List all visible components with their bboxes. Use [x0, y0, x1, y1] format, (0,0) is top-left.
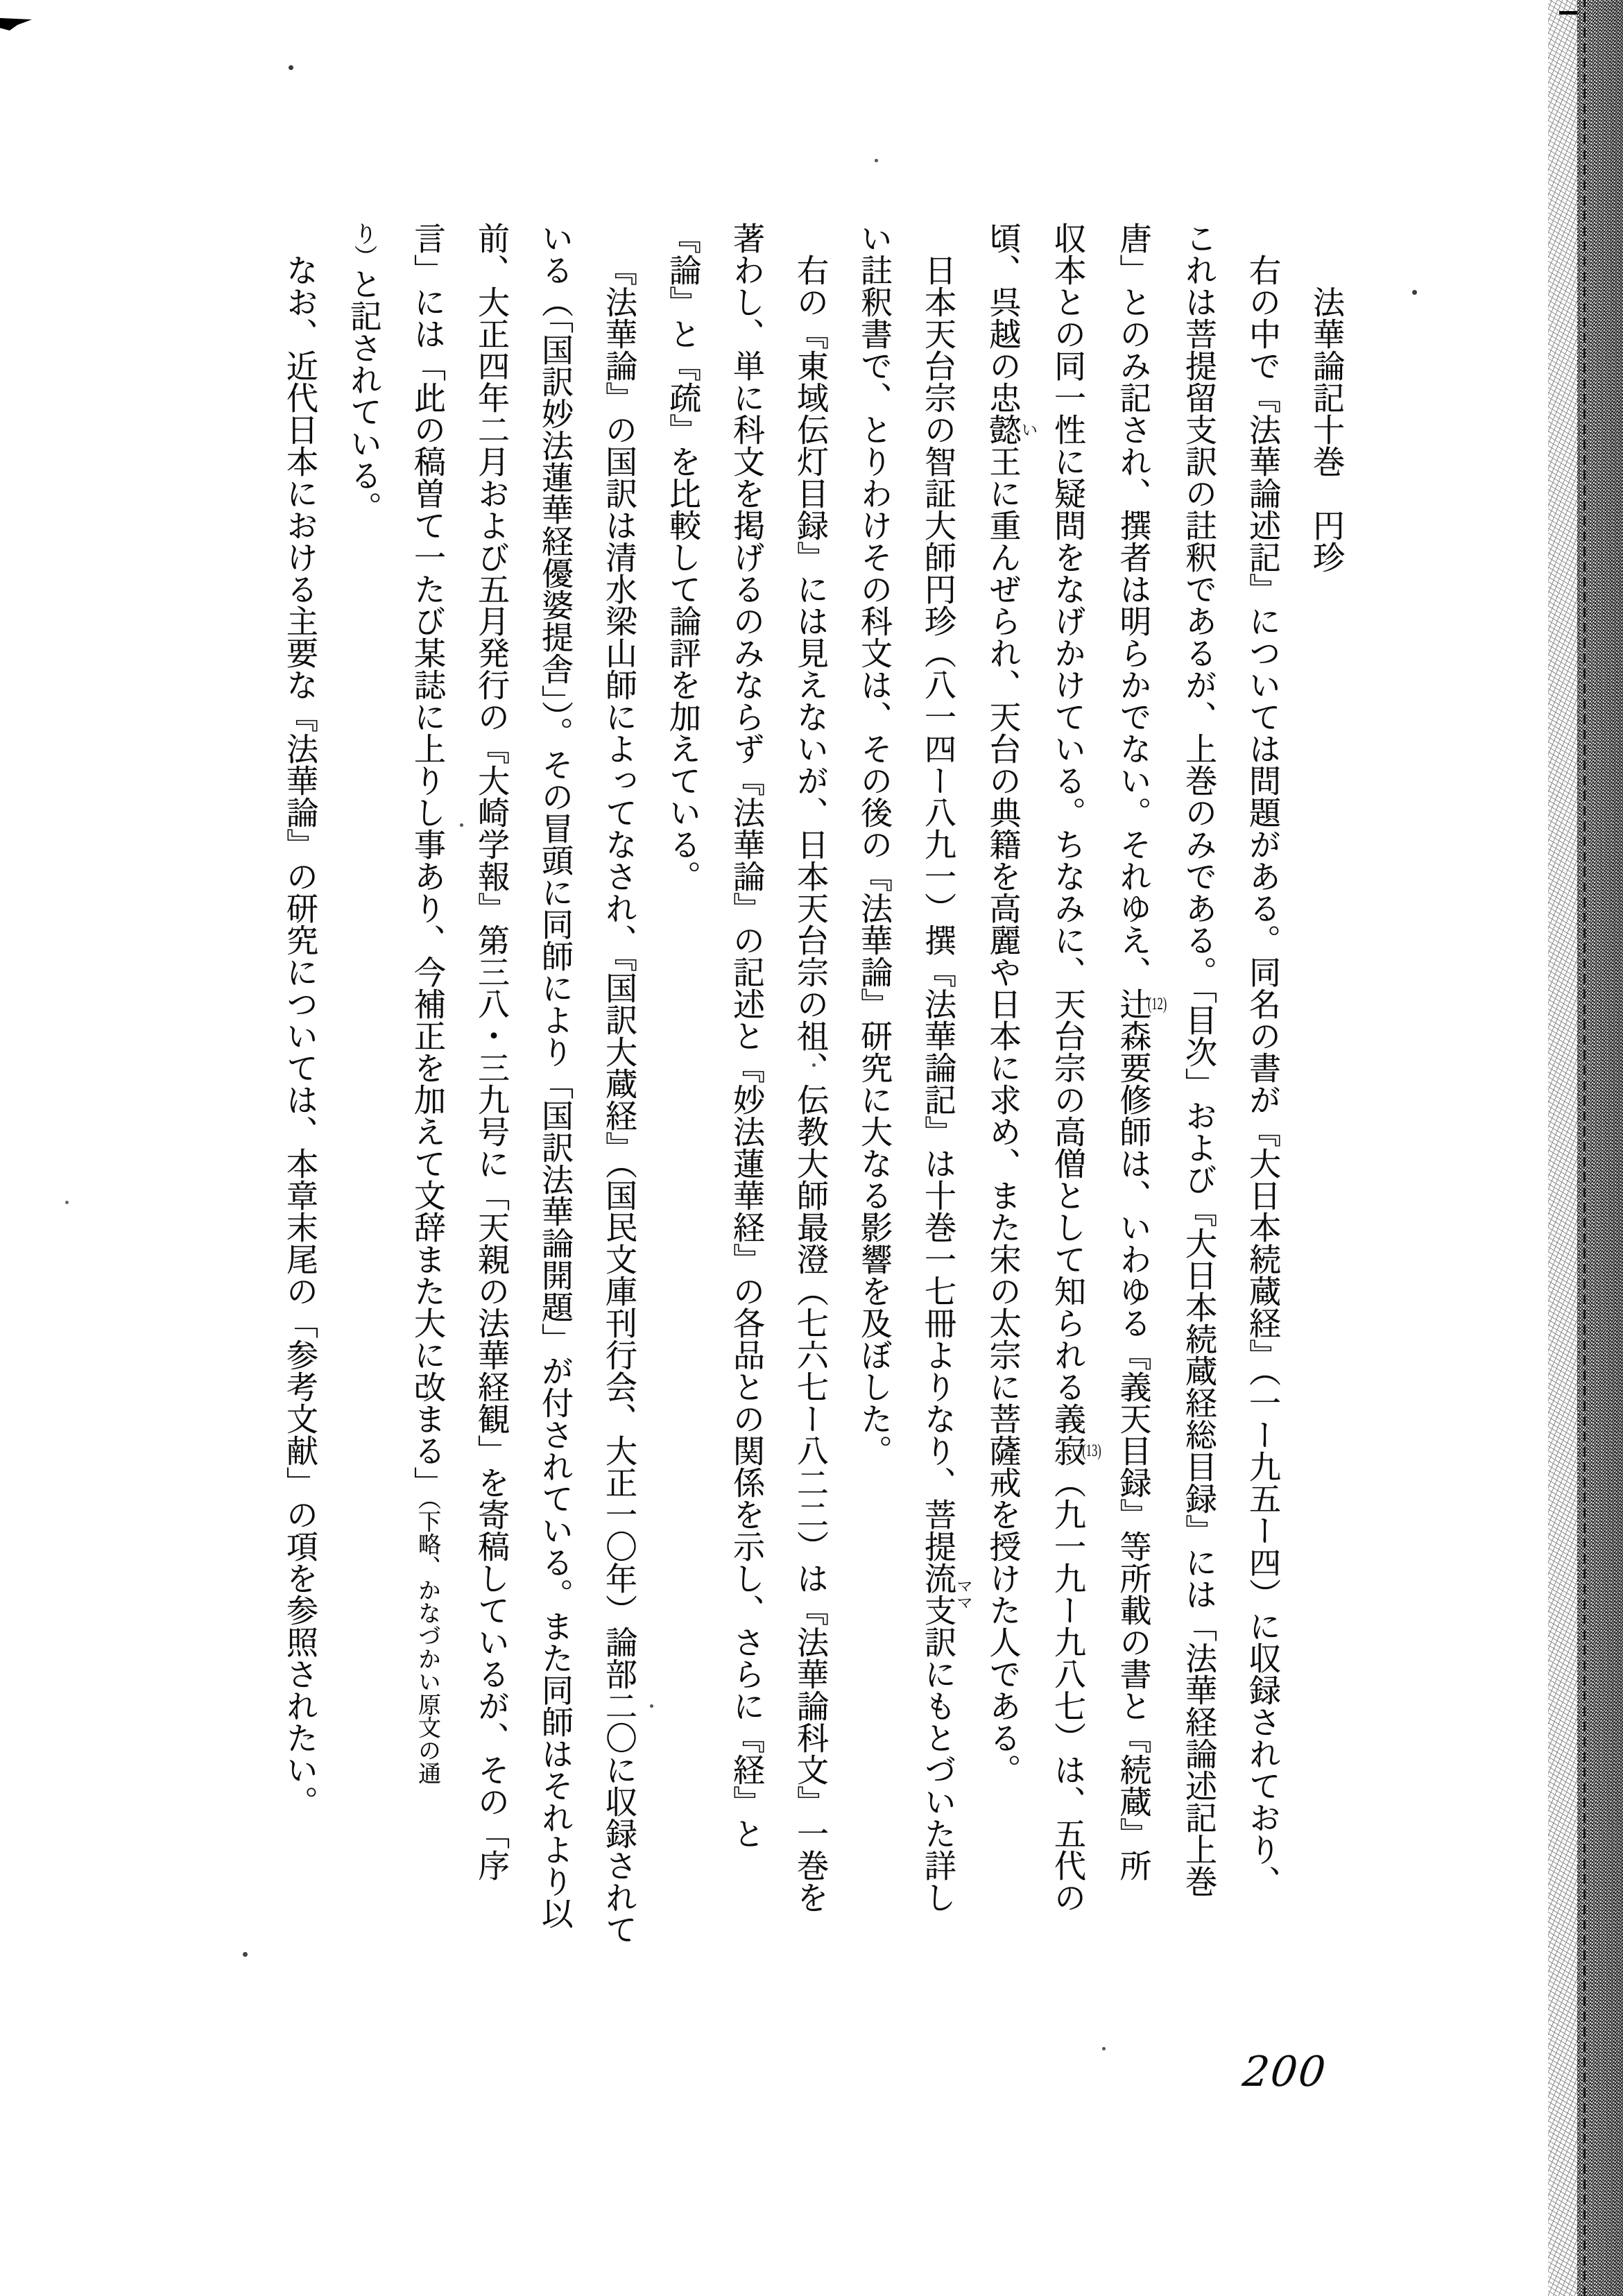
text-column-6 [971, 222, 1036, 2025]
inline-small-text: （下略、かなづかい原文の通 [415, 1498, 440, 1785]
scan-artifact-specks [0, 0, 2, 2]
text-run: 著わし、単に科文を掲げるのみならず『法華論』の記述と『妙法蓮華経』の各品との関係を示し、さらに『経』と [729, 222, 764, 1849]
text-run: い註釈書で、とりわけその科文は、その後の『法華論』研究に大なる影響を及ぼした。 [857, 222, 892, 1466]
text-run: 日本天台宗の智証大師円珍（八一四ー八九一）撰『法華論記』は十巻一七冊よりなり、菩提 [920, 254, 956, 1562]
text-run: 訳にもとづいた詳し [920, 1626, 956, 1913]
footnote-ref: (12) [1147, 995, 1167, 1013]
text-column-14 [459, 222, 523, 2025]
annotated-text: 流支ママ [920, 1562, 972, 1626]
binding-shadow-halo [1548, 0, 1580, 2296]
text-run: なお、近代日本における主要な『法華論』の研究については、本章末尾の「参考文献」の項を参照されたい。 [282, 254, 318, 1817]
text-column-7 [906, 222, 971, 2025]
text-run: 前、大正四年二月および五月発行の『大崎学報』第三八・三九号に「天親の法華経観」を寄稿しているが、その「序 [474, 222, 509, 1881]
annotated-text: 辻(12) [1115, 988, 1167, 1020]
annotated-text: 懿い [985, 413, 1036, 445]
furigana: い [1018, 413, 1036, 445]
text-run: いる（「国訳妙法蓮華経優婆提舎」）。その冒頭に同師により「国訳法華論開題」が付されている。また同師はそれより以 [538, 222, 573, 1929]
text-column-15 [395, 222, 459, 2025]
text-run: 森要修師は、いわゆる『義天目録』等所載の書と『続蔵』所 [1115, 1020, 1151, 1881]
text-column-4 [1101, 222, 1167, 2025]
text-column-17 [268, 222, 332, 2025]
text-run: 言」には「此の稿曽て一たび某誌に上りし事あり、今補正を加えて文辞また大に改まる」 [410, 222, 445, 1498]
text-column-5 [1036, 222, 1101, 2025]
text-column-9 [778, 222, 842, 2025]
text-column-16 [332, 222, 395, 2025]
text-run: これは菩提留支訳の註釈であるが、上巻のみである。「目次」および『大日本続蔵経総目録』には「法華経論述記上巻 [1181, 222, 1217, 1897]
text-column-2 [1230, 222, 1294, 2025]
section-heading [1294, 222, 1358, 2025]
page-number: 200 [1240, 2048, 1330, 2096]
text-run: 王に重んぜられ、天台の典籍を高麗や日本に求め、また宋の太宗に菩薩戒を授けた人である。 [985, 445, 1021, 1785]
text-column-13 [523, 222, 587, 2025]
text-column-11 [651, 222, 714, 2025]
text-run: 法華論記十巻 円珍 [1309, 286, 1344, 573]
text-run: 『法華論』の国訳は清水梁山師によってなされ、『国訳大蔵経』（国民文庫刊行会、大正一〇年）論部二〇に収録されて [601, 254, 637, 1945]
text-run: 収本との同一性に疑問をなげかけている。ちなみに、天台宗の高僧として知られる義 [1050, 222, 1085, 1434]
text-column-10 [714, 222, 778, 2025]
vertical-text-block [248, 222, 1358, 2025]
binding-edge-noise [1577, 0, 1623, 2296]
text-run: 右の中で『法華論述記』については問題がある。同名の書が『大日本続蔵経』（一ー九五ー四）に収録されており、 [1245, 254, 1280, 1897]
text-run: と記されている。 [346, 268, 381, 523]
text-run: 唐」とのみ記され、撰者は明らかでない。それゆえ、 [1115, 222, 1151, 988]
footnote-ref: (13) [1082, 1441, 1101, 1459]
inline-small-text: り） [351, 222, 376, 268]
text-column-3 [1167, 222, 1230, 2025]
text-run: 右の『東域伝灯目録』には見えないが、日本天台宗の祖、伝教大師最澄（七六七ー八二二）は『法華論科文』一巻を [793, 254, 828, 1913]
text-column-12 [587, 222, 651, 2025]
text-run: 『論』と『疏』を比較して論評を加えている。 [665, 222, 701, 892]
text-run: 頃、呉越の忠 [985, 222, 1021, 413]
furigana: ママ [953, 1562, 972, 1626]
scan-artifact-corner-blob [0, 18, 32, 31]
text-column-8 [842, 222, 906, 2025]
annotated-text: 寂(13) [1050, 1434, 1101, 1466]
text-run: （九一九ー九八七）は、五代の [1050, 1466, 1085, 1913]
